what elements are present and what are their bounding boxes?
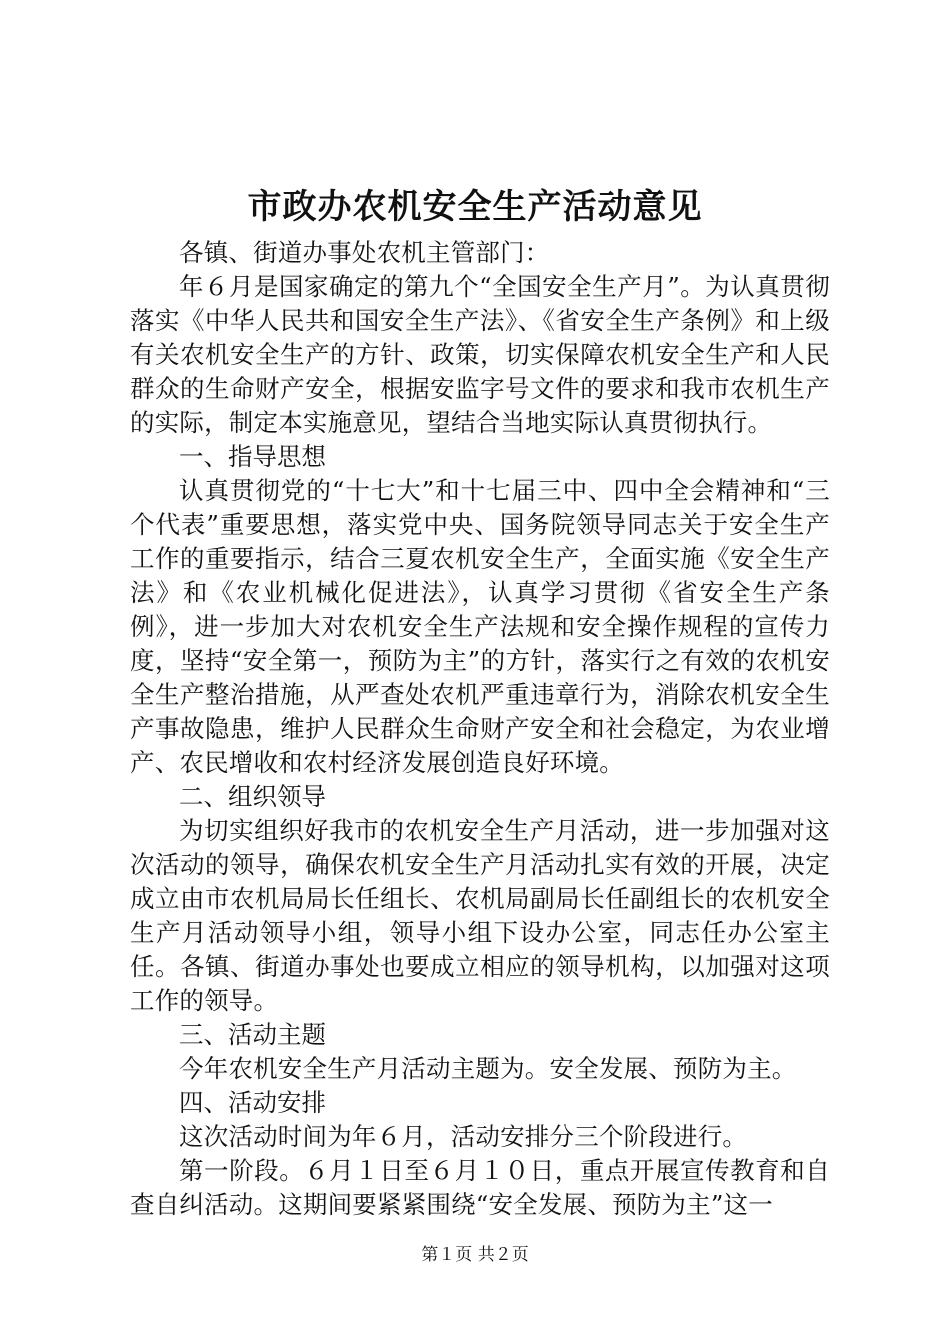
section-body-guiding-thought: 认真贯彻党的“十七大”和十七届三中、四中全会精神和“三个代表”重要思想，落实党中央、国务院领导同志关于安全生产工作的重要指示，结合三夏农机安全生产，全面实施《安全生产法》和《农业机械化促进法》，认真学习贯彻《省安全生产条例》，进一步加大对农机安全生产法规和安全操作规程的宣传力度，坚持“安全第一，预防为主”的方针，落实行之有效的农机安全生产整治措施，从严查处农机严重违章行为，消除农机安全生产事故隐患，维护人民群众生命财产安全和社会稳定，为农业增产、农民增收和农村经济发展创造良好环境。 <box>130 476 830 777</box>
document-body <box>130 236 830 1222</box>
page-footer: 第１页 共２页 <box>421 1245 529 1265</box>
section-heading-guiding-thought: 一、指导思想 <box>179 442 326 471</box>
salutation: 各镇、街道办事处农机主管部门： <box>179 238 550 267</box>
section-body-organization: 为切实组织好我市的农机安全生产月活动，进一步加强对这次活动的领导，确保农机安全生产月活动扎实有效的开展，决定成立由市农机局局长任组长、农机局副局长任副组长的农机安全生产月活动领导小组，领导小组下设办公室，同志任办公室主任。各镇、街道办事处也要成立相应的领导机构，以加强对这项工作的领导。 <box>130 816 830 1015</box>
section-body-arrangement: 这次活动时间为年６月，活动安排分三个阶段进行。 <box>179 1122 748 1151</box>
section-heading-organization: 二、组织领导 <box>179 782 326 811</box>
phase-one-paragraph: 第一阶段。６月１日至６月１０日，重点开展宣传教育和自查自纠活动。这期间要紧紧围绕“安全发展、预防为主”这一 <box>130 1156 830 1219</box>
intro-paragraph: 年６月是国家确定的第九个“全国安全生产月”。为认真贯彻落实《中华人民共和国安全生产法》、《省安全生产条例》和上级有关农机安全生产的方针、政策，切实保障农机安全生产和人民群众的生命财产安全，根据安监字号文件的要求和我市农机生产的实际，制定本实施意见，望结合当地实际认真贯彻执行。 <box>130 272 830 437</box>
section-heading-theme: 三、活动主题 <box>179 1020 326 1049</box>
section-heading-arrangement: 四、活动安排 <box>179 1088 326 1117</box>
section-body-theme: 今年农机安全生产月活动主题为。安全发展、预防为主。 <box>179 1054 797 1083</box>
document-title: 市政办农机安全生产活动意见 <box>247 187 703 227</box>
